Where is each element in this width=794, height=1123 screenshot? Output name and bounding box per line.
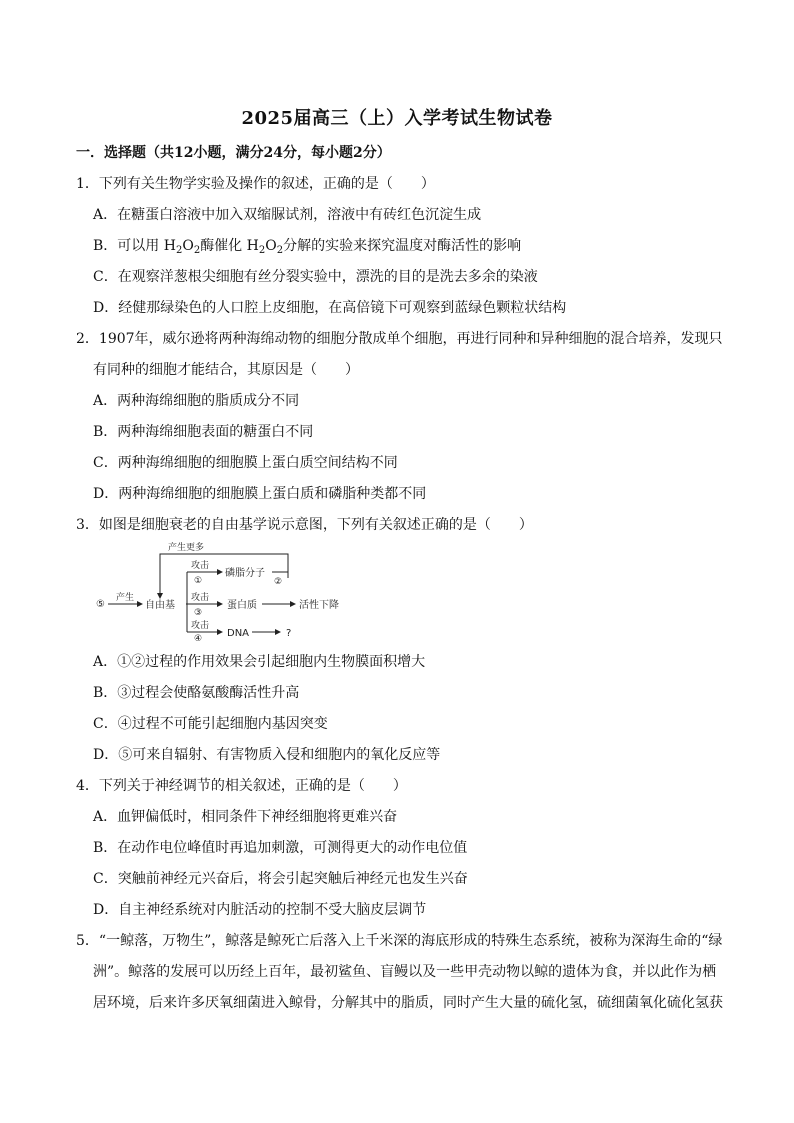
question-1-stem: 1．下列有关生物学实验及操作的叙述，正确的是（ ） [76,176,435,192]
circled-2: ② [274,577,283,587]
circled-1: ① [194,576,203,586]
question-1-option-d: D．经健那绿染色的人口腔上皮细胞，在高倍镜下可观察到蓝绿色颗粒状结构 [93,300,567,316]
question-5-line-2: 洲”。鲸落的发展可以历经上百年，最初鲨鱼、盲鳗以及一些甲壳动物以鲸的遗体为食，并以此作为栖 [93,964,717,980]
question-5-line-3: 居环境，后来许多厌氧细菌进入鲸骨，分解其中的脂质，同时产生大量的硫化氢，硫细菌氧化硫化氢获 [93,995,723,1011]
protein-label: 蛋白质 [227,600,257,611]
question-2-option-a: A．两种海绵细胞的脂质成分不同 [93,393,300,409]
free-radical-label: 自由基 [145,600,175,611]
attack-label-1: 攻击 [191,561,210,571]
question-2-stem-line-1: 2．1907年，威尔逊将两种海绵动物的细胞分散成单个细胞，再进行同种和异种细胞的混合培养，发现只 [76,331,723,347]
question-3-option-b: B．③过程会使酪氨酸酶活性升高 [93,685,300,701]
question-1-option-b: B．可以用 $H_2O_2$酶催化 $H_2O_2$分解的实验来探究温度对酶活性的影响 [93,238,522,256]
question-1-option-c: C．在观察洋葱根尖细胞有丝分裂实验中，漂洗的目的是洗去多余的染液 [93,269,538,285]
section-heading: 一．选择题（共12小题，满分24分，每小题2分） [76,145,391,161]
circled-3: ③ [194,608,203,618]
question-2-option-d: D．两种海绵细胞的细胞膜上蛋白质和磷脂种类都不同 [93,486,427,502]
phospholipid-label: 磷脂分子 [225,568,265,579]
free-radical-diagram [90,540,360,642]
produce-more-label: 产生更多 [168,543,205,553]
question-3-option-d: D．⑤可来自辐射、有害物质入侵和细胞内的氧化反应等 [93,747,441,763]
dna-label: DNA [227,628,250,639]
feedback-arrow [160,554,288,598]
question-2-option-c: C．两种海绵细胞的细胞膜上蛋白质空间结构不同 [93,455,398,471]
circled-4: ④ [194,634,203,642]
question-4-option-c: C．突触前神经元兴奋后，将会引起突触后神经元也发生兴奋 [93,871,468,887]
question-4-option-b: B．在动作电位峰值时再追加刺激，可测得更大的动作电位值 [93,840,468,856]
activity-down-label: 活性下降 [299,600,339,611]
question-4-option-d: D．自主神经系统对内脏活动的控制不受大脑皮层调节 [93,902,427,918]
question-1-option-a: A．在糖蛋白溶液中加入双缩脲试剂，溶液中有砖红色沉淀生成 [93,207,482,223]
question-5-line-1: 5．“一鲸落，万物生”，鲸落是鲸死亡后落入上千米深的海底形成的特殊生态系统，被称为深海生命的“绿 [76,933,723,949]
exam-title: 2025届高三（上）入学考试生物试卷 [241,108,553,129]
question-4-stem: 4．下列关于神经调节的相关叙述，正确的是（ ） [76,778,407,794]
question-2-stem-line-2: 有同种的细胞才能结合，其原因是（ ） [93,362,359,378]
question-3-option-a: A．①②过程的作用效果会引起细胞内生物膜面积增大 [93,654,426,670]
question-4-option-a: A．血钾偏低时，相同条件下神经细胞将更难兴奋 [93,809,398,825]
produce-label: 产生 [116,593,135,603]
question-mark: ? [286,628,292,639]
attack-label-3: 攻击 [191,593,210,603]
attack-label-4: 攻击 [191,621,210,631]
question-3-option-c: C．④过程不可能引起细胞内基因突变 [93,716,328,732]
circled-5: ⑤ [96,599,105,610]
question-3-stem: 3．如图是细胞衰老的自由基学说示意图，下列有关叙述正确的是（ ） [76,517,533,533]
question-2-option-b: B．两种海绵细胞表面的糖蛋白不同 [93,424,314,440]
